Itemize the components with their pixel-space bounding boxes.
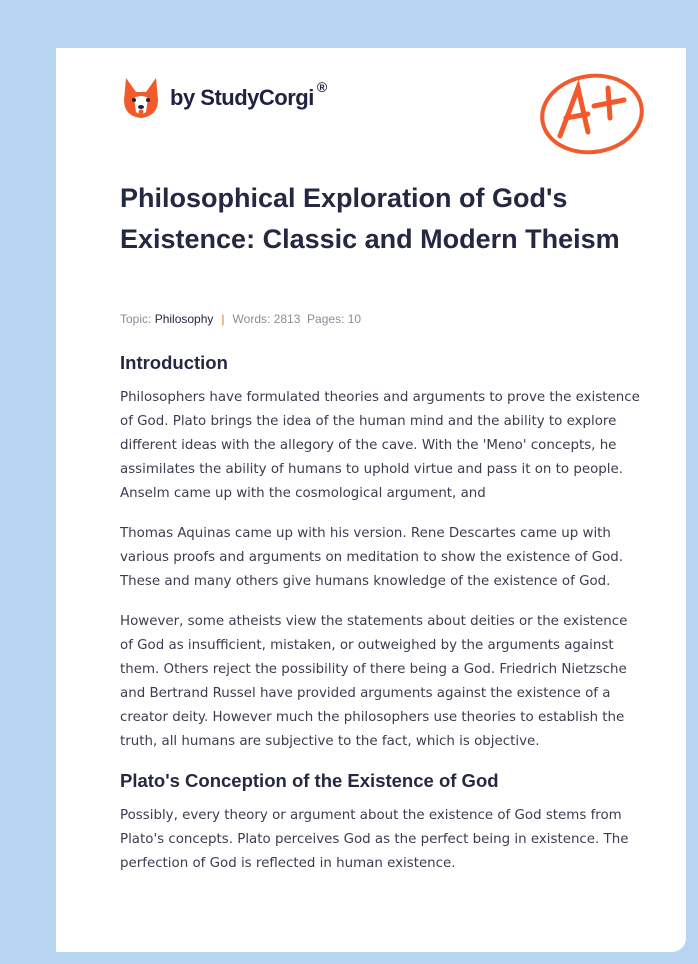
document-page bbox=[56, 48, 686, 952]
studycorgi-logo[interactable] bbox=[122, 76, 327, 120]
paragraph: Possibly, every theory or argument about the existence of God stems from Plato's concepts. Plato perceives God as the perfect being in existence. The perfection of God is reflected in human existence. bbox=[120, 808, 629, 871]
paragraph: However, some atheists view the statements about deities or the existence of God as insufficient, mistaken, or outweighed by the arguments against them. Others reject the possibility of there being a God. Friedrich Nietzsche and Bertrand Russel have provided arguments against the existence of a creator deity. However much the philosophers use theories to establish the truth, all humans are subjective to the fact, which is objective. bbox=[120, 614, 628, 749]
corgi-icon bbox=[122, 76, 160, 120]
paragraph: Thomas Aquinas came up with his version. Rene Descartes came up with various proofs and arguments on meditation to show the existence of God. These and many others give humans knowledge of the existence of God. bbox=[120, 526, 624, 589]
meta-line: Topic: Philosophy | Words: 2813 Pages: 10 bbox=[120, 312, 362, 326]
section-heading: Introduction bbox=[120, 352, 228, 373]
brand-name: by StudyCorgi ® bbox=[170, 79, 327, 110]
paragraph: Philosophers have formulated theories and arguments to prove the existence of God. Plato brings the idea of the human mind and the ability to explore different ideas with the allegory of the cave. With the 'Meno' concepts, he assimilates the ability of humans to uphold virtue and pass it on to people. Anselm came up with the cosmological argument, and bbox=[120, 390, 640, 501]
topic-link[interactable]: Philosophy bbox=[154, 312, 214, 326]
a-plus-grade-icon bbox=[538, 70, 648, 156]
essay-body bbox=[120, 352, 640, 892]
page-title: Philosophical Exploration of God's Existence: Classic and Modern Theism bbox=[120, 183, 620, 254]
section-heading: Plato's Conception of the Existence of God bbox=[120, 770, 499, 791]
